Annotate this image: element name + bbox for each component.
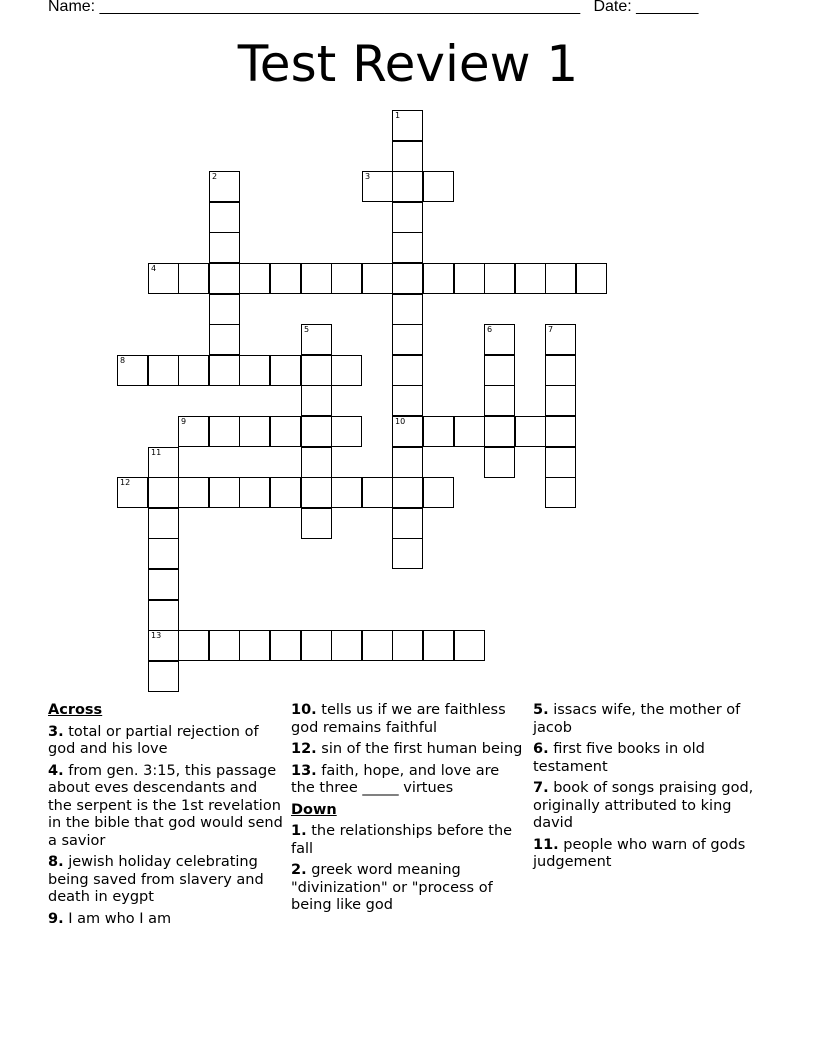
crossword-cell[interactable] bbox=[484, 263, 515, 294]
clue-across-13: 13. faith, hope, and love are the three _____ virtues bbox=[291, 762, 500, 796]
crossword-cell[interactable] bbox=[484, 324, 515, 355]
clue-down-7: 7. book of songs praising god, originally attributed to king david bbox=[533, 780, 754, 831]
clue-number-label: 8 bbox=[120, 356, 126, 365]
crossword-cell[interactable] bbox=[148, 630, 179, 661]
crossword-cell[interactable] bbox=[239, 263, 270, 294]
crossword-cell[interactable] bbox=[392, 508, 423, 539]
crossword-cell[interactable] bbox=[148, 661, 179, 692]
crossword-cell[interactable] bbox=[576, 263, 607, 294]
crossword-cell[interactable] bbox=[423, 171, 454, 202]
clue-column-1 bbox=[48, 702, 283, 932]
clue-number-label: 11 bbox=[151, 448, 162, 457]
crossword-cell[interactable] bbox=[209, 294, 240, 325]
crossword-cell[interactable] bbox=[484, 416, 515, 447]
crossword-cell[interactable] bbox=[209, 477, 240, 508]
crossword-cell[interactable] bbox=[209, 232, 240, 263]
crossword-cell[interactable] bbox=[545, 477, 576, 508]
crossword-cell[interactable] bbox=[239, 355, 270, 386]
name-label: Name: bbox=[48, 0, 96, 15]
crossword-cell[interactable] bbox=[148, 355, 179, 386]
clue-across-12: 12. sin of the first human being bbox=[291, 741, 523, 757]
clue-number-label: 6 bbox=[487, 325, 493, 334]
crossword-cell[interactable] bbox=[392, 416, 423, 447]
crossword-cell[interactable] bbox=[178, 630, 209, 661]
crossword-cell[interactable] bbox=[301, 324, 332, 355]
crossword-cell[interactable] bbox=[545, 355, 576, 386]
crossword-cell[interactable] bbox=[301, 477, 332, 508]
clue-number-label: 4 bbox=[151, 264, 157, 273]
crossword-cell[interactable] bbox=[331, 263, 362, 294]
crossword-cell[interactable] bbox=[362, 477, 393, 508]
crossword-cell[interactable] bbox=[301, 355, 332, 386]
crossword-cell[interactable] bbox=[209, 416, 240, 447]
crossword-cell[interactable] bbox=[454, 263, 485, 294]
crossword-cell[interactable] bbox=[117, 477, 148, 508]
crossword-cell[interactable] bbox=[270, 477, 301, 508]
clue-across-3: 3. total or partial rejection of god and his love bbox=[48, 723, 259, 757]
crossword-cell[interactable] bbox=[301, 263, 332, 294]
clue-number-label: 13 bbox=[151, 631, 162, 640]
crossword-cell[interactable] bbox=[301, 416, 332, 447]
clue-number-label: 7 bbox=[548, 325, 554, 334]
crossword-cell[interactable] bbox=[392, 141, 423, 172]
crossword-cell[interactable] bbox=[362, 263, 393, 294]
crossword-cell[interactable] bbox=[545, 324, 576, 355]
crossword-cell[interactable] bbox=[392, 477, 423, 508]
crossword-cell[interactable] bbox=[239, 416, 270, 447]
crossword-cell[interactable] bbox=[148, 600, 179, 631]
crossword-cell[interactable] bbox=[209, 202, 240, 233]
crossword-cell[interactable] bbox=[148, 508, 179, 539]
crossword-cell[interactable] bbox=[423, 263, 454, 294]
crossword-cell[interactable] bbox=[331, 416, 362, 447]
crossword-cell[interactable] bbox=[392, 385, 423, 416]
crossword-cell[interactable] bbox=[148, 447, 179, 478]
down-heading: Down bbox=[291, 801, 337, 818]
crossword-cell[interactable] bbox=[392, 232, 423, 263]
crossword-cell[interactable] bbox=[270, 630, 301, 661]
clue-column-2 bbox=[291, 702, 527, 919]
crossword-cell[interactable] bbox=[484, 385, 515, 416]
clue-down-6: 6. first five books in old testament bbox=[533, 741, 705, 775]
clue-across-10: 10. tells us if we are faithless god remains faithful bbox=[291, 702, 506, 736]
crossword-cell[interactable] bbox=[301, 630, 332, 661]
crossword-cell[interactable] bbox=[392, 447, 423, 478]
clue-number-label: 9 bbox=[181, 417, 187, 426]
crossword-cell[interactable] bbox=[209, 355, 240, 386]
across-heading: Across bbox=[48, 702, 103, 718]
crossword-cell[interactable] bbox=[392, 630, 423, 661]
crossword-cell[interactable] bbox=[362, 171, 393, 202]
crossword-cell[interactable] bbox=[148, 263, 179, 294]
clue-column-3 bbox=[533, 702, 773, 876]
crossword-cell[interactable] bbox=[545, 263, 576, 294]
clue-down-1: 1. the relationships before the fall bbox=[291, 823, 513, 857]
crossword-cell[interactable] bbox=[545, 416, 576, 447]
clue-across-4: 4. from gen. 3:15, this passage about eves descendants and the serpent is the 1st revelation in the bible that god would send a savior bbox=[48, 762, 283, 849]
crossword-cell[interactable] bbox=[423, 477, 454, 508]
crossword-cell[interactable] bbox=[178, 477, 209, 508]
crossword-cell[interactable] bbox=[515, 416, 546, 447]
crossword-cell[interactable] bbox=[148, 477, 179, 508]
crossword-cell[interactable] bbox=[392, 110, 423, 141]
crossword-cell[interactable] bbox=[454, 630, 485, 661]
crossword-cell[interactable] bbox=[178, 416, 209, 447]
page-title: Test Review 1 bbox=[237, 35, 579, 93]
crossword-cell[interactable] bbox=[392, 263, 423, 294]
crossword-cell[interactable] bbox=[209, 324, 240, 355]
crossword-cell[interactable] bbox=[454, 416, 485, 447]
clue-number-label: 3 bbox=[365, 172, 371, 181]
crossword-cell[interactable] bbox=[209, 171, 240, 202]
crossword-cell[interactable] bbox=[423, 416, 454, 447]
clue-number-label: 1 bbox=[395, 111, 401, 120]
crossword-cell[interactable] bbox=[423, 630, 454, 661]
crossword-cell[interactable] bbox=[392, 324, 423, 355]
crossword-cell[interactable] bbox=[178, 355, 209, 386]
crossword-cell[interactable] bbox=[301, 385, 332, 416]
crossword-cell[interactable] bbox=[545, 385, 576, 416]
clue-number-label: 2 bbox=[212, 172, 218, 181]
clue-down-5: 5. issacs wife, the mother of jacob bbox=[533, 702, 741, 736]
crossword-cell[interactable] bbox=[301, 508, 332, 539]
name-blank[interactable]: ______________________________________________________ bbox=[99, 0, 581, 15]
clue-number-label: 5 bbox=[304, 325, 310, 334]
crossword-cell[interactable] bbox=[484, 355, 515, 386]
crossword-cell[interactable] bbox=[331, 630, 362, 661]
clue-number-label: 10 bbox=[395, 417, 406, 426]
crossword-cell[interactable] bbox=[148, 569, 179, 600]
crossword-cell[interactable] bbox=[239, 477, 270, 508]
crossword-cell[interactable] bbox=[209, 263, 240, 294]
crossword-cell[interactable] bbox=[392, 294, 423, 325]
crossword-cell[interactable] bbox=[392, 538, 423, 569]
date-label: Date: bbox=[593, 0, 632, 15]
crossword-cell[interactable] bbox=[117, 355, 148, 386]
clue-across-9: 9. I am who I am bbox=[48, 910, 172, 927]
crossword-cell[interactable] bbox=[148, 538, 179, 569]
crossword-cell[interactable] bbox=[270, 416, 301, 447]
date-blank[interactable]: _______ bbox=[636, 0, 699, 15]
clue-down-2: 2. greek word meaning "divinization" or "process of being like god bbox=[291, 862, 493, 913]
crossword-cell[interactable] bbox=[270, 355, 301, 386]
crossword-cell[interactable] bbox=[392, 171, 423, 202]
crossword-cell[interactable] bbox=[331, 355, 362, 386]
crossword-cell[interactable] bbox=[484, 447, 515, 478]
crossword-cell[interactable] bbox=[301, 447, 332, 478]
clue-down-11: 11. people who warn of gods judgement bbox=[533, 836, 746, 870]
crossword-cell[interactable] bbox=[331, 477, 362, 508]
crossword-cell[interactable] bbox=[362, 630, 393, 661]
crossword-cell[interactable] bbox=[392, 355, 423, 386]
crossword-cell[interactable] bbox=[239, 630, 270, 661]
crossword-cell[interactable] bbox=[392, 202, 423, 233]
crossword-cell[interactable] bbox=[270, 263, 301, 294]
crossword-cell[interactable] bbox=[209, 630, 240, 661]
crossword-cell[interactable] bbox=[545, 447, 576, 478]
crossword-cell[interactable] bbox=[178, 263, 209, 294]
crossword-cell[interactable] bbox=[515, 263, 546, 294]
clue-across-8: 8. jewish holiday celebrating being saved from slavery and death in eygpt bbox=[48, 854, 264, 905]
clue-number-label: 12 bbox=[120, 478, 131, 487]
